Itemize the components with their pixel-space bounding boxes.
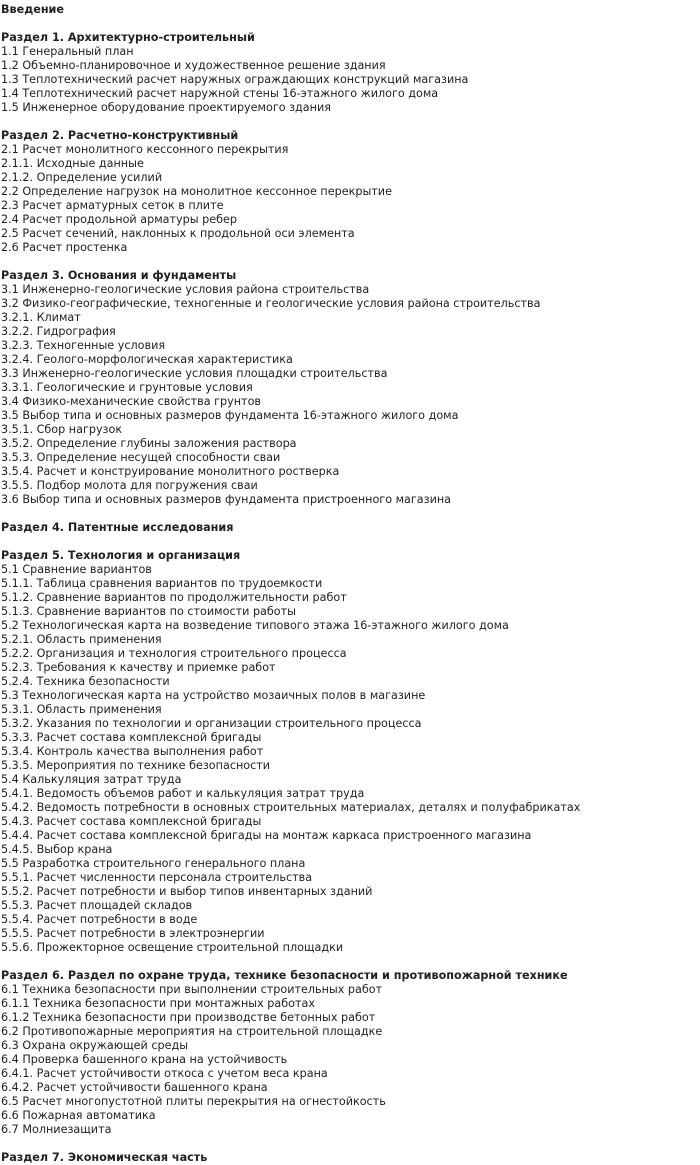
toc-entry: 6.4.1. Расчет устойчивости откоса с учетом веса крана	[1, 1067, 328, 1080]
toc-entry: 5.1.2. Сравнение вариантов по продолжительности работ	[1, 591, 347, 604]
toc-entry: 5.3 Технологическая карта на устройство мозаичных полов в магазине	[1, 689, 426, 702]
toc-entry: 3.5 Выбор типа и основных размеров фундамента 16-этажного жилого дома	[1, 409, 459, 422]
sections-list	[1, 31, 700, 1165]
toc-entry: 3.2.2. Гидрография	[1, 325, 116, 338]
toc-entry: 5.5.1. Расчет численности персонала строительства	[1, 871, 313, 884]
toc-entry: 3.5.5. Подбор молота для погружения сваи	[1, 479, 258, 492]
toc-entry: 2.3 Расчет арматурных сеток в плите	[1, 199, 224, 212]
toc-entry: 2.1.2. Определение усилий	[1, 171, 163, 184]
toc-entry: 5.5 Разработка строительного генерального плана	[1, 857, 306, 870]
toc-entry: 6.1 Техника безопасности при выполнении строительных работ	[1, 983, 383, 996]
toc-section	[1, 269, 700, 507]
toc-entry: 5.5.5. Расчет потребности в электроэнергии	[1, 927, 265, 940]
section-heading: Раздел 1. Архитектурно-строительный	[1, 31, 255, 44]
toc-entry: 3.3 Инженерно-геологические условия площадки строительства	[1, 367, 388, 380]
toc-entry: 5.3.4. Контроль качества выполнения работ	[1, 745, 264, 758]
toc-entry: 5.1 Сравнение вариантов	[1, 563, 152, 576]
toc-section	[1, 31, 700, 115]
toc-entry: 5.2.2. Организация и технология строительного процесса	[1, 647, 347, 660]
toc-entry: 3.2.4. Геолого-морфологическая характеристика	[1, 353, 293, 366]
toc-entry: 5.2.1. Область применения	[1, 633, 162, 646]
toc-entry: 3.4 Физико-механические свойства грунтов	[1, 395, 262, 408]
toc-entry: 6.3 Охрана окружающей среды	[1, 1039, 189, 1052]
toc-entry: 6.7 Молниезащита	[1, 1123, 112, 1136]
toc-entry: 1.3 Теплотехнический расчет наружных ограждающих конструкций магазина	[1, 73, 469, 86]
toc-entry: 5.5.3. Расчет площадей складов	[1, 899, 193, 912]
toc-entry: 3.5.1. Сбор нагрузок	[1, 423, 123, 436]
toc-entry: 3.5.2. Определение глубины заложения раствора	[1, 437, 297, 450]
section-heading: Раздел 7. Экономическая часть	[1, 1151, 208, 1164]
toc-entry: 5.2.4. Техника безопасности	[1, 675, 170, 688]
section-heading: Раздел 4. Патентные исследования	[1, 521, 234, 534]
toc-entry: 5.1.3. Сравнение вариантов по стоимости работы	[1, 605, 296, 618]
toc-entry: 5.4.2. Ведомость потребности в основных строительных материалах, деталях и полуфабрикатах	[1, 801, 581, 814]
toc-entry: 6.1.2 Техника безопасности при производстве бетонных работ	[1, 1011, 376, 1024]
toc-entry: 1.2 Объемно-планировочное и художественное решение здания	[1, 59, 386, 72]
toc-entry: 5.3.5. Мероприятия по технике безопасности	[1, 759, 271, 772]
toc-entry: 5.4.4. Расчет состава комплексной бригады на монтаж каркаса пристроенного магазина	[1, 829, 532, 842]
toc-entry: 1.5 Инженерное оборудование проектируемого здания	[1, 101, 331, 114]
section-heading: Раздел 5. Технология и организация	[1, 549, 241, 562]
toc-entry: 5.3.3. Расчет состава комплексной бригады	[1, 731, 262, 744]
toc-entry: 5.4.3. Расчет состава комплексной бригады	[1, 815, 262, 828]
toc-entry: 6.6 Пожарная автоматика	[1, 1109, 156, 1122]
toc-entry: 5.2 Технологическая карта на возведение типового этажа 16-этажного жилого дома	[1, 619, 509, 632]
section-heading: Раздел 2. Расчетно-конструктивный	[1, 129, 239, 142]
toc-section	[1, 969, 700, 1137]
toc-entry: 1.1 Генеральный план	[1, 45, 134, 58]
toc-entry: 3.5.4. Расчет и конструирование монолитного ростверка	[1, 465, 340, 478]
toc-entry: 3.6 Выбор типа и основных размеров фундамента пристроенного магазина	[1, 493, 452, 506]
toc-entry: 3.3.1. Геологические и грунтовые условия	[1, 381, 253, 394]
intro-section	[1, 3, 700, 17]
toc-entry: 2.1 Расчет монолитного кессонного перекрытия	[1, 143, 289, 156]
toc-entry: 6.4 Проверка башенного крана на устойчивость	[1, 1053, 288, 1066]
toc-entry: 5.1.1. Таблица сравнения вариантов по трудоемкости	[1, 577, 323, 590]
toc-entry: 5.4 Калькуляция затрат труда	[1, 773, 182, 786]
toc-section	[1, 549, 700, 955]
toc-entry: 6.1.1 Техника безопасности при монтажных работах	[1, 997, 315, 1010]
toc-entry: 3.2.3. Техногенные условия	[1, 339, 166, 352]
toc-entry: 5.5.4. Расчет потребности в воде	[1, 913, 198, 926]
toc-entry: 2.5 Расчет сечений, наклонных к продольной оси элемента	[1, 227, 355, 240]
toc-entry: 3.2 Физико-географические, техногенные и геологические условия района строительства	[1, 297, 541, 310]
toc-section	[1, 129, 700, 255]
toc-section	[1, 521, 700, 535]
toc-section	[1, 1151, 700, 1165]
toc-entry: 2.2 Определение нагрузок на монолитное кессонное перекрытие	[1, 185, 392, 198]
section-heading: Раздел 3. Основания и фундаменты	[1, 269, 237, 282]
toc-entry: 2.4 Расчет продольной арматуры ребер	[1, 213, 237, 226]
toc-entry: 5.4.5. Выбор крана	[1, 843, 113, 856]
toc-entry: 5.2.3. Требования к качеству и приемке работ	[1, 661, 276, 674]
intro-heading: Введение	[1, 3, 64, 16]
toc-entry: 5.5.2. Расчет потребности и выбор типов инвентарных зданий	[1, 885, 373, 898]
toc-entry: 5.3.2. Указания по технологии и организации строительного процесса	[1, 717, 422, 730]
toc-entry: 2.6 Расчет простенка	[1, 241, 128, 254]
toc-entry: 3.1 Инженерно-геологические условия района строительства	[1, 283, 370, 296]
toc-entry: 3.5.3. Определение несущей способности сваи	[1, 451, 281, 464]
toc-entry: 1.4 Теплотехнический расчет наружной стены 16-этажного жилого дома	[1, 87, 439, 100]
toc-entry: 3.2.1. Климат	[1, 311, 81, 324]
toc-entry: 2.1.1. Исходные данные	[1, 157, 144, 170]
toc-entry: 6.4.2. Расчет устойчивости башенного крана	[1, 1081, 268, 1094]
section-heading: Раздел 6. Раздел по охране труда, технике безопасности и противопожарной технике	[1, 969, 568, 982]
toc-entry: 6.2 Противопожарные мероприятия на строительной площадке	[1, 1025, 383, 1038]
toc-entry: 5.5.6. Прожекторное освещение строительной площадки	[1, 941, 344, 954]
toc-entry: 6.5 Расчет многопустотной плиты перекрытия на огнестойкость	[1, 1095, 386, 1108]
toc-entry: 5.3.1. Область применения	[1, 703, 162, 716]
toc-entry: 5.4.1. Ведомость объемов работ и калькуляция затрат труда	[1, 787, 365, 800]
